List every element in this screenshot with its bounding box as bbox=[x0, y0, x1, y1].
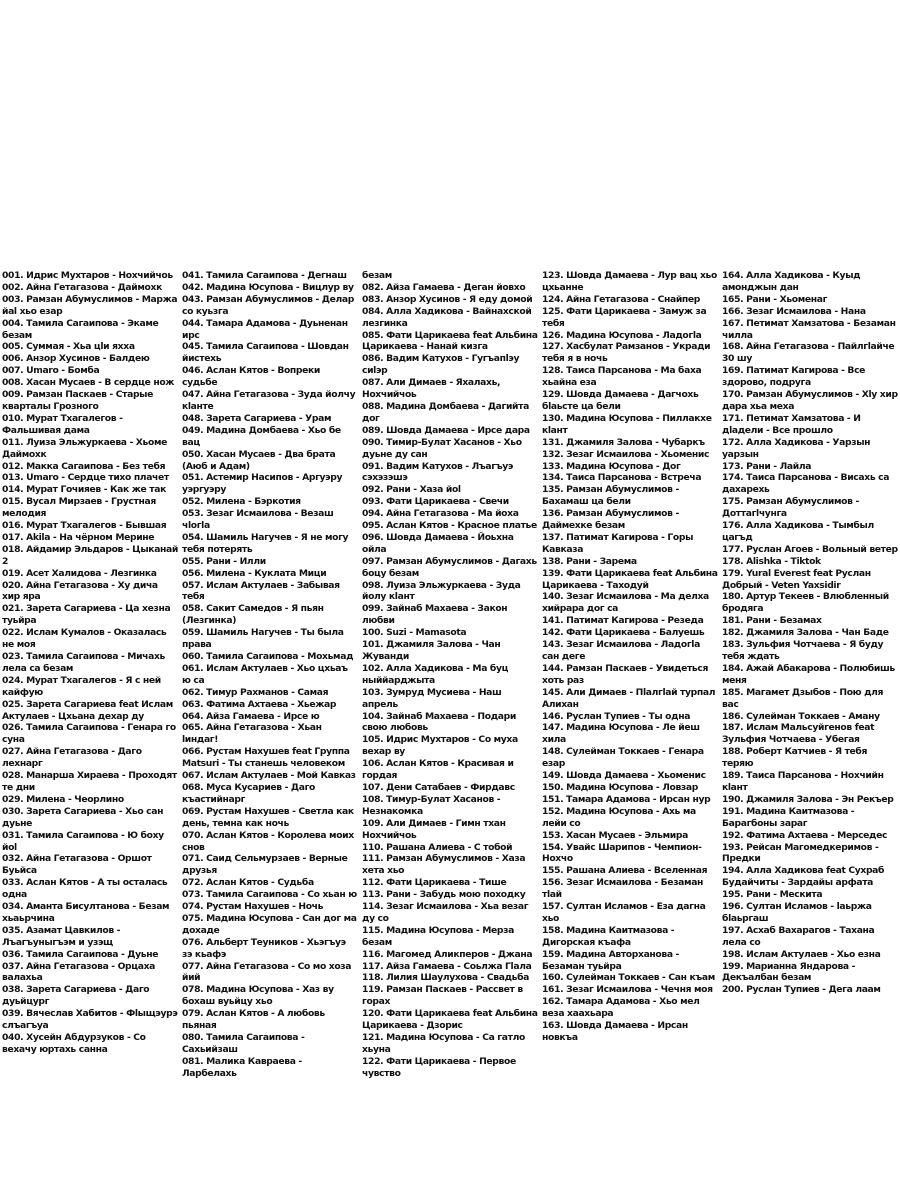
track-entry: 036. Тамила Сагаипова - Дуьне bbox=[2, 948, 159, 960]
track-entry: 165. Рани - Хьоменаг bbox=[722, 293, 828, 305]
track-entry: 092. Рани - Хаза йоl bbox=[362, 484, 461, 496]
track-entry: 115. Мадина Юсупова - Мерза безам bbox=[362, 924, 514, 948]
track-entry: 147. Мадина Юсупова - Ле йеш хила bbox=[542, 722, 700, 746]
track-column-1 bbox=[2, 270, 178, 1055]
track-entry: безам bbox=[362, 270, 392, 281]
track-entry: 073. Тамила Сагаипова - Со хьан ю bbox=[182, 889, 357, 901]
track-entry: 188. Роберт Катчиев - Я тебя теряю bbox=[722, 746, 868, 770]
track-entry: 094. Айна Гетагазова - Ма йоха bbox=[362, 508, 519, 520]
track-entry: 021. Зарета Сагариева - Ца хезна туьйра bbox=[2, 603, 171, 627]
track-entry: 111. Рамзан Абумуслимов - Хаза хета хьо bbox=[362, 853, 526, 877]
track-entry: 054. Шамиль Нагучев - Я не могу тебя потерять bbox=[182, 531, 349, 555]
track-entry: 191. Мадина Каитмазова - Барагбоны зараг bbox=[722, 805, 855, 829]
track-entry: 024. Мурат Тхагалегов - Я с ней кайфую bbox=[2, 674, 161, 698]
track-entry: 044. Тамара Адамова - Дуьненан ирс bbox=[182, 317, 348, 341]
track-entry: 045. Тамила Сагаипова - Шовдан йистехь bbox=[182, 341, 349, 365]
track-entry: 143. Зезаг Исмаилова - Ладогlа сан деге bbox=[542, 639, 700, 662]
track-entry: 077. Айна Гетагазова - Со мо хоза йий bbox=[182, 960, 352, 984]
track-entry: 173. Рани - Лайла bbox=[722, 460, 812, 472]
track-entry: 158. Мадина Каитмазова - Дигорская къафа bbox=[542, 924, 675, 948]
track-entry: 026. Тамила Сагаипова - Генара го суна bbox=[2, 722, 176, 746]
track-entry: 071. Саид Сельмурзаев - Верные друзья bbox=[182, 853, 348, 877]
track-entry: 100. Suzi - Mamasota bbox=[362, 627, 467, 639]
track-entry: 164. Алла Хадикова - Куыд амонджын дан bbox=[722, 270, 861, 293]
track-entry: 046. Аслан Кятов - Вопреки судьбе bbox=[182, 365, 321, 389]
track-entry: 059. Шамиль Нагучев - Ты была права bbox=[182, 627, 344, 651]
track-entry: 105. Идрис Мухтаров - Со муха вехар ву bbox=[362, 734, 518, 758]
track-entry: 011. Луиза Эльжуркаева - Хьоме Даймохк bbox=[2, 436, 167, 460]
track-entry: 142. Фати Царикаева - Балуешь bbox=[542, 627, 705, 639]
track-entry: 187. Ислам Мальсуйгенов feat Зульфия Чотчаева - Убегая bbox=[722, 722, 875, 746]
track-entry: 050. Хасан Мусаев - Два брата (Аюб и Адам) bbox=[182, 448, 336, 472]
track-entry: 131. Джамиля Залова - Чубаркъ bbox=[542, 436, 705, 448]
track-entry: 166. Зезаг Исмаилова - Нана bbox=[722, 305, 866, 317]
track-entry: 171. Петимат Хамзатова - И дlадели - Все прошло bbox=[722, 412, 861, 436]
track-entry: 128. Таиса Парсанова - Ма баха хьайна еза bbox=[542, 365, 702, 389]
track-entry: 051. Астемир Насипов - Аргуэру уэргуэру bbox=[182, 472, 343, 496]
track-entry: 093. Фати Царикаева - Свечи bbox=[362, 496, 509, 508]
track-entry: 177. Руслан Агоев - Вольный ветер bbox=[722, 543, 898, 555]
track-entry: 028. Манарша Хираева - Проходят те дни bbox=[2, 770, 177, 793]
track-entry: 091. Вадим Катухов - Лъагъуэ сэхэзэшэ bbox=[362, 460, 513, 484]
track-entry: 097. Рамзан Абумуслимов - Дагахь боцу безам bbox=[362, 555, 537, 579]
track-entry: 082. Айза Гамаева - Деган йовхо bbox=[362, 281, 526, 293]
track-entry: 084. Алла Хадикова - Вайнахской лезгинка bbox=[362, 305, 532, 329]
track-entry: 055. Рани - Илли bbox=[182, 555, 266, 567]
track-entry: 120. Фати Царикаева feat Альбина Царикаева - Дзорис bbox=[362, 1008, 538, 1032]
track-entry: 113. Рани - Забудь мою походку bbox=[362, 889, 526, 901]
track-entry: 179. Yural Everest feat Руслан Добрый - Veten Yaxsidir bbox=[722, 567, 871, 591]
track-entry: 052. Милена - Бэркотия bbox=[182, 496, 301, 508]
track-entry: 049. Мадина Домбаева - Хьо бе вац bbox=[182, 424, 341, 448]
track-entry: 069. Рустам Нахушев - Светла как день, темна как ночь bbox=[182, 805, 354, 829]
track-entry: 037. Айна Гетагазова - Орцаха валахьа bbox=[2, 960, 156, 984]
track-entry: 039. Вячеслав Хабитов - Фlыщэурэ слъагъуа bbox=[2, 1008, 178, 1032]
track-entry: 035. Азамат Цавкилов - Лъагъуныгъэм и узэщ bbox=[2, 924, 121, 948]
track-entry: 015. Вусал Мирзаев - Грустная мелодия bbox=[2, 496, 156, 520]
track-entry: 146. Руслан Тупиев - Ты одна bbox=[542, 710, 691, 722]
track-entry: 182. Джамиля Залова - Чан Баде bbox=[722, 627, 889, 639]
track-entry: 041. Тамила Сагаипова - Дегнаш bbox=[182, 270, 347, 281]
track-entry: 075. Мадина Юсупова - Сан дог ма дохаде bbox=[182, 912, 357, 936]
track-entry: 034. Аманта Бисултанова - Безам хьаьрчина bbox=[2, 901, 170, 924]
track-entry: 123. Шовда Дамаева - Лур вац хьо цхьанне bbox=[542, 270, 717, 293]
track-entry: 068. Муса Кусариев - Даго къастийнарг bbox=[182, 781, 316, 805]
track-entry: 148. Сулейман Токкаев - Генара езар bbox=[542, 746, 704, 770]
track-entry: 160. Сулейман Токкаев - Сан къам bbox=[542, 972, 715, 984]
track-entry: 149. Шовда Дамаева - Хьоменис bbox=[542, 770, 706, 782]
track-entry: 175. Рамзан Абумуслимов - Доттагlчунга bbox=[722, 496, 859, 520]
track-entry: 135. Рамзан Абумуслимов - Бахамаш ца бели bbox=[542, 484, 679, 508]
track-entry: 065. Айна Гетагазова - Хьан lиндаг! bbox=[182, 722, 322, 746]
track-entry: 136. Рамзан Абумуслимов - Даймехке безам bbox=[542, 508, 679, 532]
track-entry: 145. Али Димаев - Пlалгlай турпал Алихан bbox=[542, 686, 716, 710]
track-entry: 067. Ислам Актулаев - Мой Кавказ bbox=[182, 770, 356, 782]
track-entry: 178. Alishka - Tiktok bbox=[722, 555, 821, 567]
track-entry: 103. Зумруд Мусиева - Наш апрель bbox=[362, 686, 502, 710]
track-entry: 184. Ажай Абакарова - Полюбишь меня bbox=[722, 662, 895, 686]
track-entry: 137. Патимат Кагирова - Горы Кавказа bbox=[542, 531, 694, 555]
track-entry: 152. Мадина Юсупова - Ахь ма лейи со bbox=[542, 805, 696, 829]
track-entry: 087. Али Димаев - Яхалахь, Нохчийчоь bbox=[362, 377, 501, 401]
track-entry: 200. Руслан Тупиев - Дега лаам bbox=[722, 984, 881, 996]
track-entry: 141. Патимат Кагирова - Резеда bbox=[542, 615, 704, 627]
track-column-3 bbox=[362, 270, 538, 1079]
track-entry: 088. Мадина Домбаева - Дагийта дог bbox=[362, 400, 529, 424]
track-entry: 132. Зезаг Исмаилова - Хьоменис bbox=[542, 448, 710, 460]
track-entry: 195. Рани - Мескита bbox=[722, 889, 823, 901]
track-entry: 116. Магомед Аликперов - Джана bbox=[362, 948, 533, 960]
track-entry: 110. Рашана Алиева - С тобой bbox=[362, 841, 513, 853]
track-entry: 018. Айдамир Эльдаров - Цыканай 2 bbox=[2, 543, 178, 567]
track-entry: 085. Фати Царикаева feat Альбина Царикаева - Нанай кизга bbox=[362, 329, 538, 353]
track-entry: 083. Анзор Хусинов - Я еду домой bbox=[362, 293, 533, 305]
track-entry: 199. Марианна Яндарова - Декъалбан безам bbox=[722, 960, 856, 984]
track-entry: 048. Зарета Сагариева - Урам bbox=[182, 412, 332, 424]
track-entry: 005. Суммая - Хьа цlи яхха bbox=[2, 341, 135, 353]
track-entry: 020. Айна Гетагазова - Ху дича хир яра bbox=[2, 579, 158, 603]
track-entry: 172. Алла Хадикова - Уарзын уарзын bbox=[722, 436, 871, 460]
track-entry: 161. Зезаг Исмаилова - Чечня моя bbox=[542, 984, 713, 996]
track-entry: 013. Umaro - Сердце тихо плачет bbox=[2, 472, 169, 484]
track-entry: 133. Мадина Юсупова - Дог bbox=[542, 460, 681, 472]
track-entry: 198. Ислам Актулаев - Хьо езна bbox=[722, 948, 881, 960]
track-entry: 124. Айна Гетагазова - Снайпер bbox=[542, 293, 701, 305]
track-entry: 064. Айза Гамаева - Ирсе ю bbox=[182, 710, 320, 722]
track-column-4 bbox=[542, 270, 718, 1043]
track-entry: 157. Султан Исламов - Еза дагна хьо bbox=[542, 901, 706, 924]
track-entry: 033. Аслан Кятов - А ты осталась одна bbox=[2, 877, 168, 901]
track-entry: 114. Зезаг Исмаилова - Хьа везаг ду со bbox=[362, 901, 529, 924]
track-entry: 007. Umaro - Бомба bbox=[2, 365, 100, 377]
track-entry: 197. Асхаб Вахарагов - Тахана лела со bbox=[722, 924, 875, 948]
track-entry: 076. Альберт Теуников - Хьэгъуэ зэ кьафэ bbox=[182, 936, 346, 960]
track-entry: 074. Рустам Нахушев - Ночь bbox=[182, 901, 324, 913]
track-entry: 014. Мурат Гочияев - Как же так bbox=[2, 484, 166, 496]
track-entry: 056. Милена - Куклата Мици bbox=[182, 567, 327, 579]
track-entry: 017. Akila - На чёрном Мерине bbox=[2, 531, 155, 543]
track-entry: 032. Айна Гетагазова - Оршот Буьйса bbox=[2, 853, 152, 877]
track-entry: 089. Шовда Дамаева - Ирсе дара bbox=[362, 424, 530, 436]
track-entry: 080. Тамила Сагаипова - Сахьийзаш bbox=[182, 1032, 305, 1055]
track-entry: 151. Тамара Адамова - Ирсан нур bbox=[542, 793, 711, 805]
track-entry: 104. Зайнаб Махаева - Подари свою любовь bbox=[362, 710, 516, 734]
track-entry: 016. Мурат Тхагалегов - Бывшая bbox=[2, 520, 167, 532]
track-entry: 038. Зарета Сагариева - Даго дуьйцург bbox=[2, 984, 150, 1008]
track-entry: 102. Алла Хадикова - Ма буц ныййарджыта bbox=[362, 662, 509, 686]
track-entry: 072. Аслан Кятов - Судьба bbox=[182, 877, 314, 889]
track-entry: 090. Тимир-Булат Хасанов - Хьо дуьне ду сан bbox=[362, 436, 522, 460]
track-entry: 101. Джамиля Залова - Чан Жуванди bbox=[362, 639, 501, 662]
track-entry: 181. Рани - Безамах bbox=[722, 615, 822, 627]
track-entry: 004. Тамила Сагаипова - Экаме безам bbox=[2, 317, 159, 341]
track-entry: 079. Аслан Кятов - А любовь пьяная bbox=[182, 1008, 325, 1032]
track-entry: 126. Мадина Юсупова - Ладогlа bbox=[542, 329, 702, 341]
track-entry: 042. Мадина Юсупова - Вицлур ву bbox=[182, 281, 354, 293]
track-entry: 025. Зарета Сагариева feat Ислам Актулаев - Цхьана дехар ду bbox=[2, 698, 173, 722]
track-entry: 063. Фатима Ахтаева - Хьежар bbox=[182, 698, 337, 710]
track-entry: 023. Тамила Сагаипова - Мичахь лела са безам bbox=[2, 651, 165, 674]
track-entry: 040. Хусейн Абдурзуков - Со вехачу юртахь санна bbox=[2, 1032, 146, 1055]
track-entry: 001. Идрис Мухтаров - Нохчийчоь bbox=[2, 270, 173, 281]
track-entry: 118. Лилия Шаулухова - Свадьба bbox=[362, 972, 530, 984]
track-entry: 127. Хасбулат Рамзанов - Укради тебя я в ночь bbox=[542, 341, 711, 365]
track-entry: 010. Мурат Тхагалегов - Фальшивая дама bbox=[2, 412, 123, 436]
track-entry: 030. Зарета Сагариева - Хьо сан дуьне bbox=[2, 805, 164, 829]
track-entry: 081. Малика Кавраева - Ларбелахь bbox=[182, 1055, 302, 1079]
track-entry: 129. Шовда Дамаева - Дагчохь бlаьсте ца бели bbox=[542, 389, 699, 412]
track-entry: 009. Рамзан Паскаев - Старые кварталы Грозного bbox=[2, 389, 154, 412]
track-entry: 002. Айна Гетагазова - Даймохк bbox=[2, 281, 162, 293]
track-entry: 047. Айна Гетагазова - Зуда йолчу кlанте bbox=[182, 389, 356, 412]
track-entry: 138. Рани - Зарема bbox=[542, 555, 637, 567]
track-entry: 186. Сулейман Токкаев - Аману bbox=[722, 710, 880, 722]
track-column-2 bbox=[182, 270, 358, 1079]
track-entry: 155. Рашана Алиева - Вселенная bbox=[542, 865, 708, 877]
track-entry: 163. Шовда Дамаева - Ирсан новкъа bbox=[542, 1020, 688, 1043]
track-entry: 109. Али Димаев - Гимн тхан Нохчийчоь bbox=[362, 817, 506, 841]
track-entry: 107. Дени Сатабаев - Фирдавс bbox=[362, 781, 515, 793]
track-entry: 003. Рамзан Абумуслимов - Маржа йаl хьо езар bbox=[2, 293, 178, 317]
track-entry: 022. Ислам Кумалов - Оказалась не моя bbox=[2, 627, 167, 651]
track-entry: 096. Шовда Дамаева - Йоьхна ойла bbox=[362, 531, 514, 555]
track-entry: 159. Мадина Авторханова - Безаман туьйра bbox=[542, 948, 680, 972]
track-entry: 196. Султан Исламов - lаьржа бlаьргаш bbox=[722, 901, 872, 924]
track-entry: 086. Вадим Катухов - Гугъапlэу сиlэр bbox=[362, 353, 520, 377]
track-entry: 144. Рамзан Паскаев - Увидеться хоть раз bbox=[542, 662, 709, 686]
track-entry: 139. Фати Царикаева feat Альбина Царикаева - Таходуй bbox=[542, 567, 718, 591]
track-entry: 095. Аслан Кятов - Красное платье bbox=[362, 520, 537, 532]
track-entry: 176. Алла Хадикова - Тымбыл цагъд bbox=[722, 520, 874, 543]
track-entry: 043. Рамзан Абумуслимов - Делар со куьзга bbox=[182, 293, 354, 317]
track-entry: 180. Артур Текеев - Влюбленный бродяга bbox=[722, 591, 889, 615]
playlist-sheet bbox=[0, 270, 900, 1079]
track-entry: 150. Мадина Юсупова - Ловзар bbox=[542, 781, 698, 793]
track-entry: 167. Петимат Хамзатова - Безаман чилла bbox=[722, 317, 896, 341]
track-entry: 070. Аслан Кятов - Королева моих снов bbox=[182, 829, 354, 853]
track-entry: 125. Фати Царикаева - Замуж за тебя bbox=[542, 305, 707, 329]
track-entry: 117. Айза Гамаева - Соьлжа Гlала bbox=[362, 960, 532, 972]
track-entry: 112. Фати Царикаева - Тише bbox=[362, 877, 507, 889]
track-entry: 031. Тамила Сагаипова - Ю боху йоl bbox=[2, 829, 164, 853]
track-entry: 061. Ислам Актулаев - Хьо цхьаъ ю са bbox=[182, 662, 348, 686]
track-entry: 099. Зайнаб Махаева - Закон любви bbox=[362, 603, 508, 627]
track-entry: 130. Мадина Юсупова - Пиллакхе кlант bbox=[542, 412, 712, 436]
track-entry: 106. Аслан Кятов - Красивая и гордая bbox=[362, 758, 514, 782]
track-entry: 153. Хасан Мусаев - Эльмира bbox=[542, 829, 688, 841]
track-entry: 066. Рустам Нахушев feat Группа Matsuri - Ты станешь человеком bbox=[182, 746, 350, 770]
track-entry: 008. Хасан Мусаев - В сердце нож bbox=[2, 377, 175, 389]
track-entry: 108. Тимур-Булат Хасанов - Незнакомка bbox=[362, 793, 501, 817]
track-entry: 189. Таиса Парсанова - Нохчийн кlант bbox=[722, 770, 884, 793]
track-entry: 170. Рамзан Абумуслимов - Хlу хир дара хьа меха bbox=[722, 389, 898, 412]
track-entry: 190. Джамиля Залова - Эн Рекъер bbox=[722, 793, 894, 805]
track-entry: 168. Айна Гетагазова - Пайлгlайче 30 шу bbox=[722, 341, 895, 365]
track-entry: 134. Таиса Парсанова - Встреча bbox=[542, 472, 702, 484]
track-entry: 027. Айна Гетагазова - Даго лехнарг bbox=[2, 746, 142, 770]
track-entry: 062. Тимур Рахманов - Самая bbox=[182, 686, 329, 698]
track-entry: 193. Рейсан Магомедкеримов - Предки bbox=[722, 841, 879, 865]
track-entry: 029. Милена - Чеорлино bbox=[2, 793, 124, 805]
track-entry: 174. Таиса Парсанова - Висахь са дахарехь bbox=[722, 472, 890, 496]
track-entry: 122. Фати Царикаева - Первое чувство bbox=[362, 1055, 516, 1079]
track-entry: 192. Фатима Ахтаева - Мерседес bbox=[722, 829, 888, 841]
track-entry: 078. Мадина Юсупова - Хаз ву бохаш вуьйцу хьо bbox=[182, 984, 334, 1008]
track-entry: 169. Патимат Кагирова - Все здорово, подруга bbox=[722, 365, 866, 389]
track-entry: 058. Сакит Самедов - Я пьян (Лезгинка) bbox=[182, 603, 324, 627]
track-entry: 019. Асет Халидова - Лезгинка bbox=[2, 567, 157, 579]
track-entry: 156. Зезаг Исмаилова - Безаман тlай bbox=[542, 877, 704, 901]
track-entry: 194. Алла Хадикова feat Сухраб Будайчиты - Зардайы арфата bbox=[722, 865, 885, 889]
track-entry: 121. Мадина Юсупова - Са гатло хьуна bbox=[362, 1032, 525, 1055]
track-entry: 119. Рамзан Паскаев - Рассвет в горах bbox=[362, 984, 523, 1008]
track-entry: 162. Тамара Адамова - Хьо мел веза хаахьара bbox=[542, 996, 700, 1020]
track-entry: 154. Увайс Шарипов - Чемпион-Нохчо bbox=[542, 841, 702, 865]
track-entry: 098. Луиза Эльжуркаева - Зуда йолу кlант bbox=[362, 579, 521, 603]
track-entry: 140. Зезаг Исмаилова - Ма делха хийрара дог са bbox=[542, 591, 709, 615]
track-entry: 053. Зезаг Исмаилова - Везаш чlогlа bbox=[182, 508, 334, 532]
track-entry: 012. Макка Сагаипова - Без тебя bbox=[2, 460, 166, 472]
track-entry: 057. Ислам Актулаев - Забывая тебя bbox=[182, 579, 340, 603]
track-entry: 185. Магамет Дзыбов - Пою для вас bbox=[722, 686, 884, 710]
track-column-5 bbox=[722, 270, 898, 996]
track-entry: 060. Тамила Сагаипова - Мохьмад bbox=[182, 651, 354, 662]
track-entry: 006. Анзор Хусинов - Балдею bbox=[2, 353, 150, 365]
track-entry: 183. Зульфия Чотчаева - Я буду тебя ждать bbox=[722, 639, 884, 662]
